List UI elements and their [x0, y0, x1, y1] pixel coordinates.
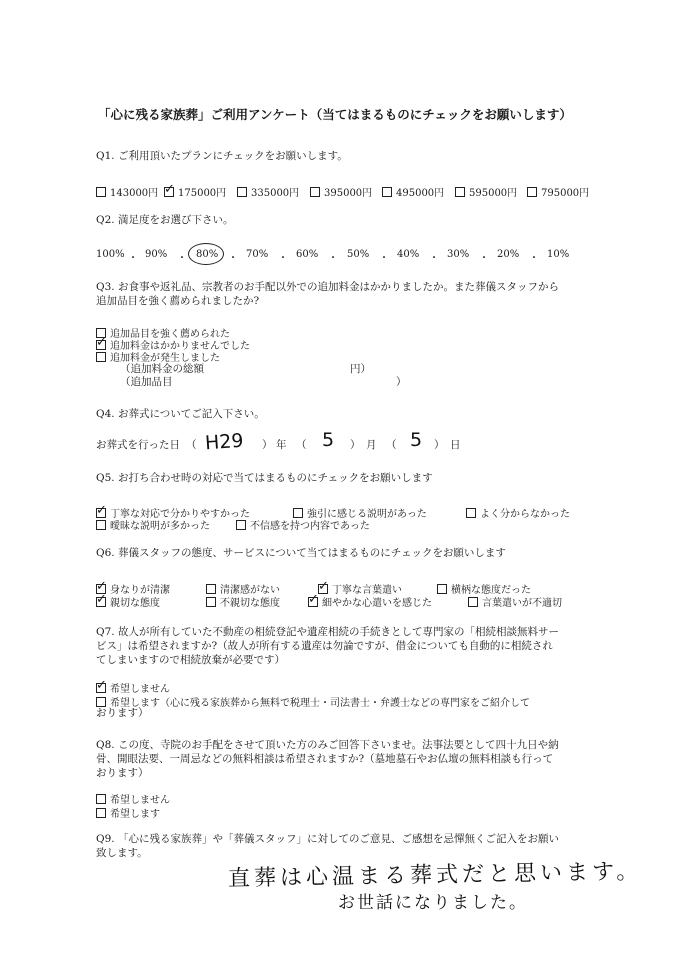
q2-scale-30[interactable]: 30% — [447, 249, 470, 260]
q1-option-checkbox[interactable] — [382, 187, 392, 197]
q6-option-label: 横柄な態度だった — [451, 585, 531, 596]
q6-option-checkbox[interactable]: ✓ — [96, 579, 107, 594]
q5-option-checkbox[interactable] — [96, 520, 106, 530]
q3-option-checkbox[interactable] — [96, 352, 106, 362]
q6-option[interactable] — [308, 594, 432, 609]
q5-option-label: よく分からなかった — [480, 509, 570, 520]
q3-question-line2: 追加品目を強く薦められましたか? — [96, 295, 260, 307]
q2-separator: ・ — [429, 253, 439, 264]
q7-option-no[interactable]: ✓ 希望しません — [96, 678, 170, 695]
q1-option-checkbox[interactable] — [96, 187, 106, 197]
q5-option-label: 不信感を持つ内容であった — [250, 521, 370, 532]
q2-scale-70[interactable]: 70% — [246, 249, 269, 260]
q8-question-line1: Q8. この度、寺院のお手配をさせて頂いた方のみご回答下さいませ。法事法要として四十九日や納 — [96, 739, 559, 751]
q8-option-no[interactable]: 希望しません — [96, 791, 170, 806]
q5-option-checkbox[interactable]: ✓ — [96, 503, 107, 518]
q1-option[interactable] — [164, 184, 226, 199]
q3-option-label: 追加料金が発生しました — [110, 353, 220, 364]
q1-option-label: 335000円 — [251, 188, 300, 199]
q6-option-label: 丁寧な言葉遣い — [332, 585, 402, 596]
q7-checkbox-no[interactable]: ✓ — [96, 678, 107, 693]
q1-question: Q1. ご利用頂いたプランにチェックをお願いします。 — [96, 150, 348, 162]
q5-option-checkbox[interactable] — [466, 508, 476, 518]
q5-question: Q5. お打ち合わせ時の対応で当てはまるものにチェックをお願いします — [96, 472, 433, 484]
q3-sub-item-close: ） — [396, 376, 407, 388]
q5-option-label: 強引に感じる説明があった — [307, 509, 427, 520]
q6-option-checkbox[interactable]: ✓ — [318, 579, 329, 594]
q5-option[interactable] — [236, 517, 370, 532]
q5-option[interactable] — [96, 517, 210, 532]
q2-scale-40[interactable]: 40% — [397, 249, 420, 260]
q6-option-checkbox[interactable]: ✓ — [308, 592, 319, 607]
q1-option[interactable] — [310, 184, 372, 199]
q6-option-label: 細やかな心遣いを感じた — [322, 598, 432, 609]
q4-year-value: H29 — [204, 429, 245, 455]
q9-answer-line2: お世話になりました。 — [338, 893, 528, 913]
q7-question-line1: Q7. 故人が所有していた不動産の相続登記や遺産相続の手続きとして専門家の「相続相談無料サー — [96, 626, 559, 638]
q8-question-line2: 骨、開眼法要、一周忌などの無料相談は希望されますか?（墓地墓石やお仏壇の無料相談も行って — [96, 753, 554, 765]
q1-option-checkbox[interactable] — [455, 187, 465, 197]
q2-scale-10[interactable]: 10% — [547, 249, 570, 260]
q7-question-line3: てしまいますので相続放棄が必要です） — [96, 654, 285, 666]
q3-option[interactable] — [96, 349, 220, 364]
q2-question: Q2. 満足度をお選び下さい。 — [96, 214, 234, 226]
q4-date-label: お葬式を行った日 — [96, 439, 180, 451]
q3-option-label: 追加品目を強く薦められた — [110, 329, 230, 340]
q6-option-label: 身なりが清潔 — [110, 585, 170, 596]
q2-separator: ・ — [177, 253, 187, 264]
q6-option-checkbox[interactable]: ✓ — [96, 592, 107, 607]
q5-option-label: 曖昧な説明が多かった — [110, 521, 210, 532]
q2-separator: ・ — [228, 253, 238, 264]
q1-option-checkbox[interactable]: ✓ — [164, 182, 175, 197]
q6-option[interactable] — [206, 594, 280, 609]
q3-sub-total-unit: 円） — [350, 363, 371, 375]
q8-checkbox-no[interactable] — [96, 794, 106, 804]
q4-question: Q4. お葬式についてご記入下さい。 — [96, 408, 265, 420]
q3-question-line1: Q3. お食事や返礼品、宗教者のお手配以外での追加料金はかかりましたか。また葬儀スタッフから — [96, 281, 559, 293]
q4-year-label: 年 — [276, 439, 287, 451]
q5-option-label: 丁寧な対応で分かりやすかった — [110, 509, 250, 520]
q1-option-label: 595000円 — [469, 188, 518, 199]
q6-option-checkbox[interactable] — [206, 597, 216, 607]
q2-separator: ・ — [128, 253, 138, 264]
q3-sub-total-label: （追加料金の総額 — [120, 363, 204, 375]
q3-sub-item-label: （追加品目 — [120, 376, 173, 388]
q7-option-yes[interactable]: 希望します（心に残る家族葬から無料で税理士・司法書士・弁護士などの専門家をご紹介して — [96, 694, 530, 709]
q3-option-label: 追加料金はかかりませんでした — [110, 341, 250, 352]
q1-option[interactable] — [527, 184, 589, 199]
q2-separator: ・ — [278, 253, 288, 264]
q2-scale-80[interactable]: 80% — [196, 249, 219, 260]
q2-separator: ・ — [379, 253, 389, 264]
q3-option-checkbox[interactable]: ✓ — [96, 335, 107, 350]
q9-question-line1: Q9. 「心に残る家族葬」や「葬儀スタッフ」に対してのご意見、ご感想を忌憚無くご記入をお願い — [96, 833, 559, 845]
q1-option-label: 143000円 — [110, 188, 159, 199]
q6-option-label: 言葉遣いが不適切 — [482, 598, 562, 609]
q2-scale-100[interactable]: 100% — [96, 249, 125, 260]
q7-option-yes-line2: おります） — [96, 707, 149, 719]
q6-option-label: 清潔感がない — [220, 585, 280, 596]
q1-option[interactable] — [237, 184, 299, 199]
q1-option-label: 395000円 — [324, 188, 373, 199]
q1-option[interactable] — [382, 184, 444, 199]
q1-option-checkbox[interactable] — [527, 187, 537, 197]
q6-option-label: 不親切な態度 — [220, 598, 280, 609]
q1-option-label: 495000円 — [396, 188, 445, 199]
q4-month-label: 月 — [366, 439, 377, 451]
q8-option-yes[interactable]: 希望します — [96, 805, 160, 820]
q2-scale-50[interactable]: 50% — [347, 249, 370, 260]
q1-option-label: 175000円 — [178, 188, 227, 199]
q6-question: Q6. 葬儀スタッフの態度、サービスについて当てはまるものにチェックをお願いします — [96, 547, 506, 559]
q2-scale-60[interactable]: 60% — [296, 249, 319, 260]
q2-separator: ・ — [328, 253, 338, 264]
q4-month-value: 5 — [322, 429, 335, 451]
q4-day-value: 5 — [410, 429, 423, 451]
q6-option-label: 親切な態度 — [110, 598, 160, 609]
q6-option-checkbox[interactable] — [468, 597, 478, 607]
q2-scale-20[interactable]: 20% — [497, 249, 520, 260]
q8-checkbox-yes[interactable] — [96, 808, 106, 818]
q2-scale-90[interactable]: 90% — [145, 249, 168, 260]
survey-title: 「心に残る家族葬」ご利用アンケート（当てはまるものにチェックをお願いします） — [98, 107, 572, 122]
q1-option[interactable] — [455, 184, 517, 199]
q2-separator: ・ — [529, 253, 539, 264]
q6-option[interactable] — [468, 594, 562, 609]
q9-answer-line1: 直葬は心温まる葬式だと思います。 — [227, 859, 643, 892]
q4-day-label: 日 — [450, 439, 461, 451]
q1-option[interactable] — [96, 184, 158, 199]
q7-question-line2: ビス」は希望されますか?（故人が所有する遺産は勿論ですが、借金についても自動的に相続され — [96, 640, 553, 652]
q2-selected-circle — [188, 243, 224, 265]
q6-option-checkbox[interactable] — [206, 584, 216, 594]
q1-option-checkbox[interactable] — [237, 187, 247, 197]
q5-option-checkbox[interactable] — [236, 520, 246, 530]
q6-option-checkbox[interactable] — [437, 584, 447, 594]
q1-option-checkbox[interactable] — [310, 187, 320, 197]
q5-option[interactable] — [466, 505, 570, 520]
q9-question-line2: 致します。 — [96, 847, 148, 859]
q6-option[interactable] — [96, 594, 160, 609]
q8-question-line3: おります） — [96, 767, 149, 779]
survey-page: 「心に残る家族葬」ご利用アンケート（当てはまるものにチェックをお願いします） Q1. ご利用頂いたプランにチェックをお願いします。 143000円 ✓ 175000円 335000円 395000円 495000円 595000円 795000円 Q2. 満足度をお選び下さい。 100% ・ 90% ・ 80% ・ 70% ・ 60% ・ 50% ・ 40% ・ 30% ・ 20% ・ 10% Q3. お食事や返礼品、宗教者のお手配以外での追加料金はかかりましたか。また葬儀スタッフから 追加品目を強く薦められましたか? 追加品目を強く薦められた ✓ 追加料金はかかりませんでした 追加料金が発生しました （追加料金の総額 円） （追加品目 ） Q4. お葬式についてご記入下さい。 お葬式を行った日 （ H29 ） 年 （ 5 ） 月 （ 5 ） 日 Q5. お打ち合わせ時の対応で当てはまるものにチェックをお願いします ✓ 丁寧な対応で分かりやすかった 強引に感じる説明があった よく分からなかった 曖昧な説明が多かった 不信感を持つ内容であった Q6. 葬儀スタッフの態度、サービスについて当てはまるものにチェックをお願いします ✓ 身なりが清潔 清潔感がない ✓ 丁寧な言葉遣い 横柄な態度だった ✓ 親切な態度 不親切な態度 ✓ 細やかな心遣いを感じた 言葉遣いが不適切 Q7. 故人が所有していた不動産の相続登記や遺産相続の手続きとして専門家の「相続相談無料サー ビス」は希望されますか?（故人が所有する遺産は勿論ですが、借金についても自動的に相続され てしまいますので相続放棄が必要です） ✓ 希望しません 希望します（心に残る家族葬から無料で税理士・司法書士・弁護士などの専門家をご紹介して おります） Q8. この度、寺院のお手配をさせて頂いた方のみご回答下さいませ。法事法要として四十九日や納 骨、開眼法要、一周忌などの無料相談は希望されますか?（墓地墓石やお仏壇の無料相談も行って おります） 希望しません 希望します Q9. 「心に残る家族葬」や「葬儀スタッフ」に対してのご意見、ご感想を忌憚無くご記入をお願い 致します。 直葬は心温まる葬式だと思います。 お世話になりました。 — [96, 107, 643, 913]
q1-option-label: 795000円 — [541, 188, 590, 199]
q7-checkbox-yes[interactable] — [96, 697, 106, 707]
q2-separator: ・ — [479, 253, 489, 264]
